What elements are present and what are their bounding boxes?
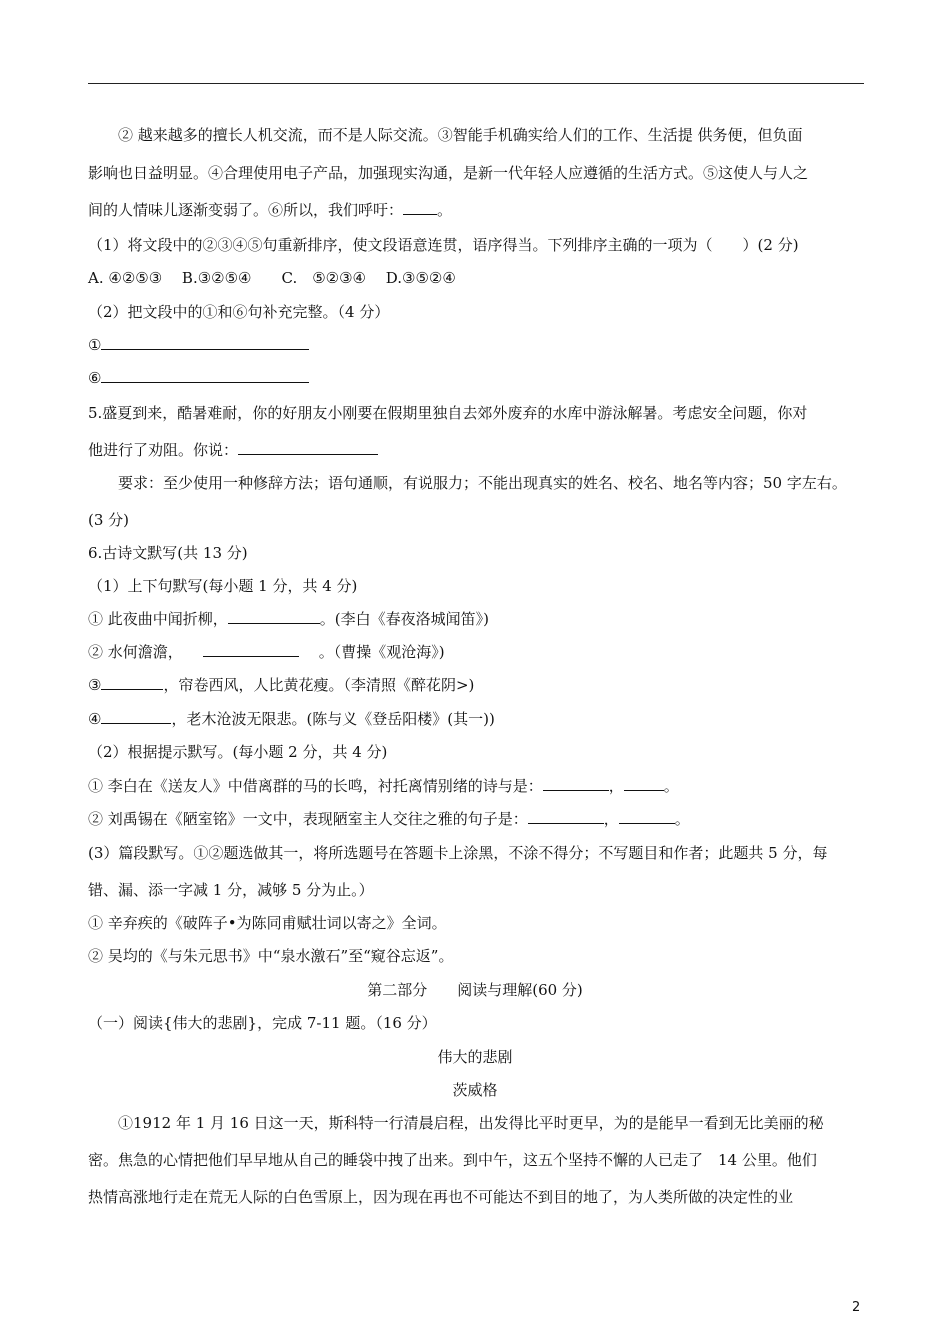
question-title: 6.古诗文默写(共 13 分): [88, 544, 248, 562]
answer-blank[interactable]: [101, 368, 309, 383]
answer-blank[interactable]: [543, 776, 609, 791]
passage-line: 影响也日益明显。④合理使用电子产品，加强现实沟通，是新一代年轻人应遵循的生活方式。⑤这使人与人之: [88, 164, 809, 182]
poem-line: ④ ，老木沧波无限悲。(陈与义《登岳阳楼》(其一)): [88, 710, 495, 728]
poem-line: ③ ，帘卷西风，人比黄花瘦。（李清照《醉花阴>): [88, 676, 475, 694]
section-intro: （一）阅读{伟大的悲剧}，完成 7-11 题。（16 分）: [88, 1014, 437, 1032]
article-author: 茨威格: [452, 1081, 498, 1099]
answer-blank[interactable]: [624, 776, 664, 791]
question-text: 错、漏、添一字减 1 分，减够 5 分为止。）: [88, 881, 374, 899]
answer-blank[interactable]: [403, 200, 437, 215]
requirements: 要求：至少使用一种修辞方法；语句通顺，有说服力；不能出现真实的姓名、校名、地名等内容；50 字左右。: [118, 474, 847, 492]
answer-blank[interactable]: [101, 675, 163, 690]
answer-blank[interactable]: [228, 609, 320, 624]
question-text: （2）根据提示默写。(每小题 2 分，共 4 分): [88, 743, 388, 761]
answer-blank[interactable]: [101, 709, 171, 724]
article-paragraph-line: 密。焦急的心情把他们早早地从自己的睡袋中拽了出来。到中午，这五个坚持不懈的人已走了 14 公里。他们: [88, 1151, 817, 1169]
article-title: 伟大的悲剧: [437, 1048, 513, 1066]
passage-line: 间的人情味儿逐渐变弱了。⑥所以，我们呼吁： 。: [88, 201, 453, 219]
question-text: ② 吴均的《与朱元思书》中“泉水激石”至“窥谷忘返”。: [88, 947, 454, 965]
answer-blank[interactable]: [238, 440, 378, 455]
question-text: 他进行了劝阻。你说：: [88, 440, 378, 460]
question-text: （2）把文段中的①和⑥句补充完整。（4 分）: [88, 303, 390, 321]
article-paragraph-line: ①1912 年 1 月 16 日这一天，斯科特一行清晨启程，出发得比平时更早，为的是能早一看到无比美丽的秘: [118, 1114, 824, 1132]
poem-line: ② 刘禹锡在《陋室铭》一文中，表现陋室主人交往之雅的句子是： ， 。: [88, 810, 690, 828]
passage-line: ② 越来越多的擅长人机交流，而不是人际交流。③智能手机确实给人们的工作、生活提 供务便，但负面: [118, 126, 803, 144]
score: (3 分): [88, 511, 130, 529]
header-rule: [88, 83, 864, 84]
answer-blank[interactable]: [203, 642, 299, 657]
question-text: （1）上下句默写(每小题 1 分，共 4 分): [88, 577, 358, 595]
answer-line-1: ①: [88, 335, 309, 355]
answer-blank[interactable]: [101, 335, 309, 350]
poem-line: ① 此夜曲中闻折柳， 。(李白《春夜洛城闻笛》): [88, 610, 489, 628]
article-paragraph-line: 热情高涨地行走在荒无人际的白色雪原上，因为现在再也不可能达不到目的地了，为人类所做的决定性的业: [88, 1188, 794, 1206]
poem-line: ① 李白在《送友人》中借离群的马的长鸣，衬托离情别绪的诗与是： ， 。: [88, 777, 679, 795]
question-text: （1）将文段中的②③④⑤句重新排序，使文段语意连贯，语序得当。下列排序主确的一项为（ ）(2 分): [88, 236, 799, 254]
page-number: 2: [852, 1300, 861, 1315]
answer-options: A. ④②⑤③ B.③②⑤④ C. ⑤②③④ D.③⑤②④: [88, 269, 456, 287]
poem-line: ② 水何澹澹， 。（曹操《观沧海》): [88, 643, 445, 661]
answer-blank[interactable]: [619, 809, 675, 824]
question-text: ① 辛弃疾的《破阵子•为陈同甫赋壮词以寄之》全词。: [88, 914, 447, 932]
question-text: 5.盛夏到来，酷暑难耐，你的好朋友小刚要在假期里独自去郊外废弃的水库中游泳解暑。考虑安全问题，你对: [88, 404, 808, 422]
question-text: (3）篇段默写。①②题选做其一，将所选题号在答题卡上涂黑，不涂不得分；不写题目和作者；此题共 5 分，每: [88, 844, 828, 862]
section-heading: 第二部分 阅读与理解(60 分): [367, 981, 583, 999]
answer-line-6: ⑥: [88, 368, 309, 388]
answer-blank[interactable]: [528, 809, 604, 824]
